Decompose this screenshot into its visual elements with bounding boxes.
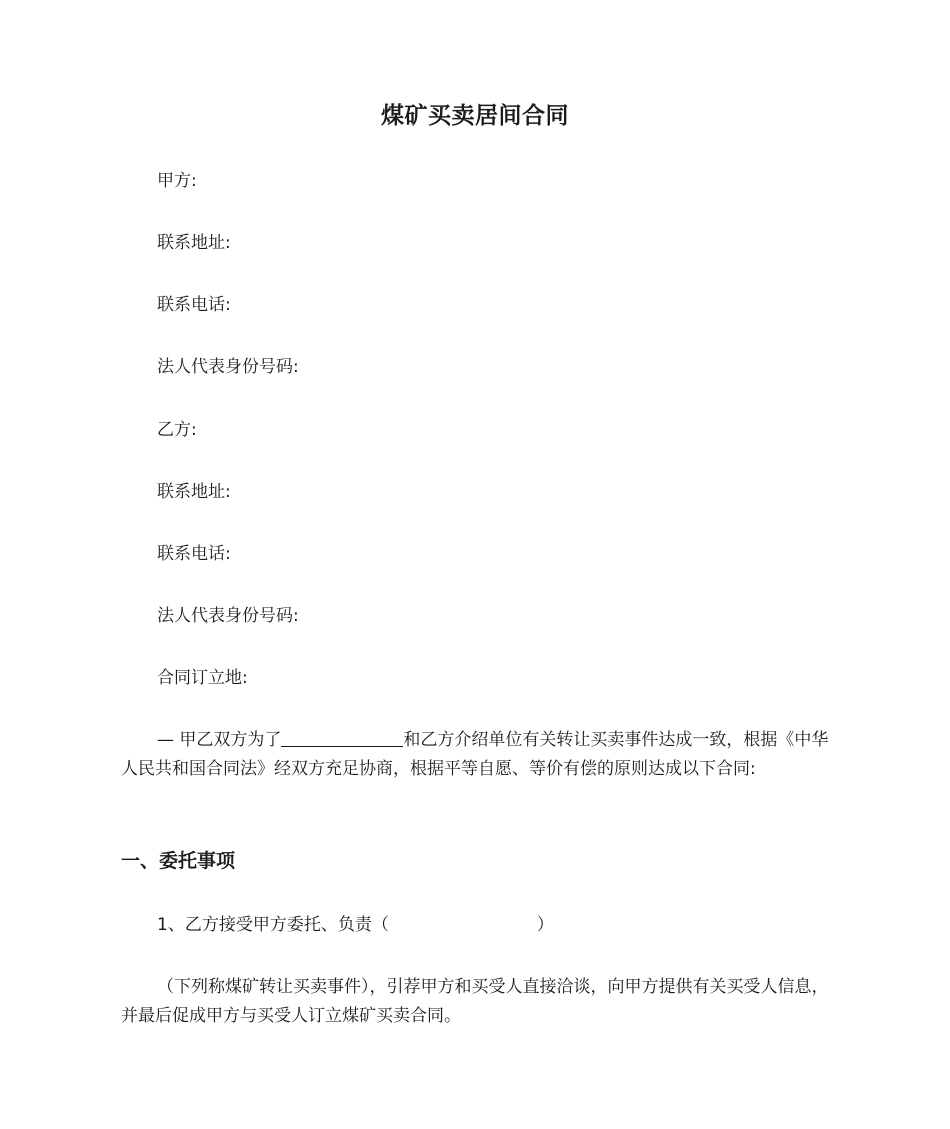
preamble-paragraph [121,726,833,784]
preamble-blank-line [281,728,403,747]
party-b-address-label: 联系地址: [157,482,231,502]
section-heading-entrustment: 一、委托事项 [121,850,236,872]
item1-continuation-text: （下列称煤矿转让买卖事件），引荐甲方和买受人直接洽谈，向甲方提供有关买受人信息，并最后促成甲方与买受人订立煤矿买卖合同。 [121,977,829,1026]
party-a-phone-label: 联系电话: [157,295,231,315]
entrustment-item-1-continuation [121,973,833,1031]
party-a-id-label: 法人代表身份号码: [157,357,299,377]
entrustment-item-1 [157,913,554,937]
party-b-name-label: 乙方: [157,420,197,440]
party-b-id-label: 法人代表身份号码: [157,606,299,626]
item1-suffix: ） [536,915,554,935]
preamble-dash: — [157,730,174,750]
preamble-part1: 甲乙双方为了 [174,730,282,750]
party-a-address-label: 联系地址: [157,233,231,253]
item1-prefix: 1、乙方接受甲方委托、负责（ [157,915,389,935]
signing-place-label: 合同订立地: [157,668,248,688]
document-title: 煤矿买卖居间合同 [381,103,569,129]
party-b-phone-label: 联系电话: [157,544,231,564]
party-a-name-label: 甲方: [157,171,197,191]
preamble-part2: 和乙方介绍单位有关转让买卖事件达成一致，根据《中华人民共和国合同法》经双方充足协商，根据平等自愿、等价有偿的原则达成以下合同: [121,730,829,779]
